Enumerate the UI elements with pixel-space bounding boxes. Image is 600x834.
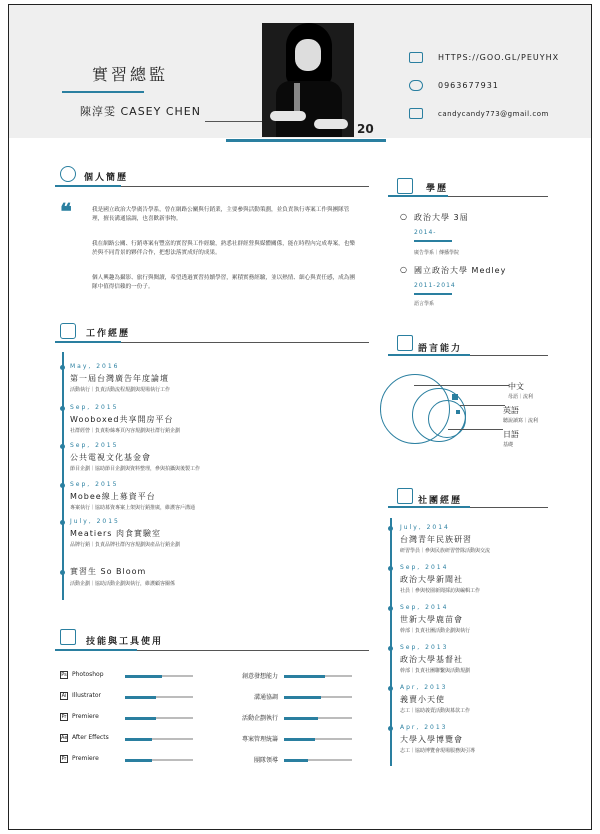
activity-dot [388,686,393,691]
education-school: 政治大學 3屆 [414,213,469,222]
language-level: 聽說讀寫｜流利 [503,418,539,424]
tool-icon: Ps [61,672,67,678]
activity-desc: 社員｜參與校園新聞採訪與編輯工作 [400,588,481,594]
tool-icon: Pr [61,714,67,720]
work-title: Mobee線上募資平台 [70,492,156,501]
ability-bar-track [284,759,352,761]
language-level: 母語｜流利 [508,394,534,400]
activity-dot [388,526,393,531]
tool-icon: Ae [61,735,68,741]
activity-date: July, 2014 [400,524,450,531]
home-icon [409,52,423,63]
briefcase-icon [60,323,76,339]
activities-heading-underline [388,506,470,508]
languages-heading-underline [388,354,470,356]
contact-url[interactable]: HTTPS://GOO.GL/PEUYHX [438,53,560,62]
work-desc: 專案執行｜協助募資專案上架與行銷推廣，維護客戶溝通 [70,505,196,511]
tool-name: Illustrator [72,692,102,699]
work-desc: 節目企劃｜協助節目企劃與資料整理，參與拍攝與後製工作 [70,466,201,472]
language-name: 日語 [503,430,519,439]
activity-date: Sep, 2013 [400,644,449,651]
work-title: 第一屆台灣廣告年度論壇 [70,374,169,383]
education-bullet: ○ [400,212,407,221]
education-detail: 語言學系 [414,301,435,307]
activities-heading-line [470,507,548,508]
people-icon [397,488,413,504]
education-bullet: ○ [400,265,407,274]
photo-base-line [226,139,386,142]
work-title: 公共電視文化基金會 [70,453,151,462]
language-name: 英語 [503,406,519,415]
skill-bar-track [125,759,193,761]
education-year-underline [414,240,452,242]
ability-bar-fill [284,675,325,678]
work-dot [60,365,65,370]
name-divider [205,121,265,122]
chart-icon [60,629,76,645]
profile-heading: 個人簡歷 [84,173,129,183]
activity-date: Sep, 2014 [400,604,449,611]
education-heading-line [448,196,548,197]
activity-date: Sep, 2014 [400,564,449,571]
work-desc: 社群經營｜負責粉絲專頁內容規劃與社群行銷企劃 [70,428,181,434]
ability-bar-fill [284,696,321,699]
person-icon [60,166,76,182]
activities-heading: 社團經歷 [418,496,463,506]
work-date: July, 2015 [70,518,120,525]
work-date: Sep, 2015 [70,442,119,449]
education-school: 國立政治大學 Medley [414,266,507,275]
work-dot [60,520,65,525]
work-heading-underline [55,341,121,343]
title-underline [62,91,144,93]
languages-heading-line [470,355,548,356]
profile-paragraph-2: 我在網路公關、行銷專案有豐富的實習與工作經驗，熟悉社群經營與媒體關係，能在時程內完成專案，也樂於與不同背景的夥伴合作，把想法落實成好的成果。 [92,241,355,256]
tool-name: Premiere [72,755,99,762]
ability-bar-track [284,738,352,740]
education-heading-underline [388,195,448,197]
education-year: 2011-2014 [414,282,456,289]
skill-bar-track [125,738,193,740]
activity-dot [388,566,393,571]
profile-paragraph-3: 個人興趣為攝影、旅行與閱讀，希望透過實習持續學習，累積實務經驗，並以熱情、細心與責任感，成為團隊中值得信賴的一份子。 [92,275,355,290]
language-marker [452,394,458,400]
work-desc: 活動企劃｜協助活動企劃與執行，維護顧客關係 [70,581,176,587]
language-leader-line [460,405,505,406]
work-desc: 活動執行｜負責活動流程規劃與現場執行工作 [70,387,171,393]
activity-desc: 研習學員｜參與民族研習營隊活動與交流 [400,548,491,554]
ability-bar-track [284,675,352,677]
activity-title: 義賣小天使 [400,695,445,704]
activity-title: 世新大學鹿苗會 [400,615,463,624]
activity-desc: 幹部｜負責社團活動企劃與執行 [400,628,471,634]
activity-title: 大學入學博覽會 [400,735,463,744]
activity-dot [388,726,393,731]
mail-icon [409,108,423,119]
profile-heading-underline [55,185,121,187]
work-heading-line [121,342,369,343]
phone-icon [409,80,423,91]
education-year: 2014- [414,229,437,236]
skill-bar-fill [125,759,152,762]
skills-heading: 技能與工具使用 [86,637,164,647]
language-leader-line [414,385,509,386]
ability-bar-fill [284,759,308,762]
ability-bar-track [284,696,352,698]
skill-bar-track [125,717,193,719]
education-year-underline [414,293,452,295]
profile-photo [262,23,354,137]
work-dot [60,570,65,575]
work-timeline [62,352,64,600]
work-title: Meatiers 肉食實驗室 [70,529,162,538]
work-dot [60,444,65,449]
work-dot [60,483,65,488]
ability-name: 團隊領導 [253,757,278,764]
activity-title: 政治大學新聞社 [400,575,463,584]
profile-heading-line [121,186,369,187]
work-desc: 品牌行銷｜負責品牌社群內容規劃與產品行銷企劃 [70,542,181,548]
education-heading: 學歷 [426,184,449,194]
language-marker [456,410,460,414]
tool-icon: Ai [61,693,67,699]
activity-desc: 幹部｜負責社團聯繫與活動規劃 [400,668,471,674]
skills-heading-underline [55,649,137,651]
quote-icon: ❝ [60,199,72,225]
ability-name: 專案管理統籌 [241,736,278,743]
work-title: Wooboxed共享開房平台 [70,415,174,424]
ability-name: 創意發想能力 [241,673,278,680]
tool-name: Photoshop [72,671,104,678]
book-icon [397,335,413,351]
skill-bar-fill [125,696,156,699]
work-date: May, 2016 [70,363,120,370]
activity-desc: 志工｜協助義賣活動與募款工作 [400,708,471,714]
ability-name: 溝通協調 [253,694,278,701]
graduation-cap-icon [397,178,413,194]
page-number: 20 [357,122,374,136]
activity-desc: 志工｜協助博覽會現場服務與引導 [400,748,476,754]
work-dot [60,406,65,411]
page-title: 實習總監 [92,65,169,84]
work-title: 實習生 So Bloom [70,567,147,576]
language-level: 基礎 [503,442,514,448]
contact-email[interactable]: candycandy773@gmail.com [438,110,549,118]
languages-heading: 語言能力 [418,344,463,354]
skill-bar-track [125,675,193,677]
tool-name: After Effects [72,734,109,741]
ability-name: 活動企劃執行 [241,715,278,722]
skill-bar-fill [125,738,152,741]
activity-date: Apr, 2013 [400,724,448,731]
activity-dot [388,646,393,651]
activity-title: 政治大學基督社 [400,655,463,664]
skills-heading-line [137,650,369,651]
tool-name: Premiere [72,713,99,720]
profile-paragraph-1: 我是國立政治大學廣告學系，曾在網路公關與行銷業，主要參與活動策劃，並負責執行專案工作與團隊管理，擅長溝通協調，也喜歡新事物。 [92,207,350,222]
skill-bar-fill [125,675,162,678]
ability-bar-fill [284,717,318,720]
activity-date: Apr, 2013 [400,684,448,691]
work-date: Sep, 2015 [70,404,119,411]
language-name: 中文 [508,382,524,391]
ability-bar-track [284,717,352,719]
language-leader-line [448,429,503,430]
tool-icon: Pr [61,756,67,762]
education-detail: 廣告學系｜傳播學院 [414,250,460,256]
skill-bar-track [125,696,193,698]
work-date: Sep, 2015 [70,481,119,488]
name-label: 陳淳雯 CASEY CHEN [80,105,201,118]
skill-bar-fill [125,717,156,720]
activity-dot [388,606,393,611]
work-heading: 工作經歷 [86,329,131,339]
contact-phone[interactable]: 0963677931 [438,81,499,90]
ability-bar-fill [284,738,315,741]
activity-title: 台灣青年民族研習 [400,535,472,544]
